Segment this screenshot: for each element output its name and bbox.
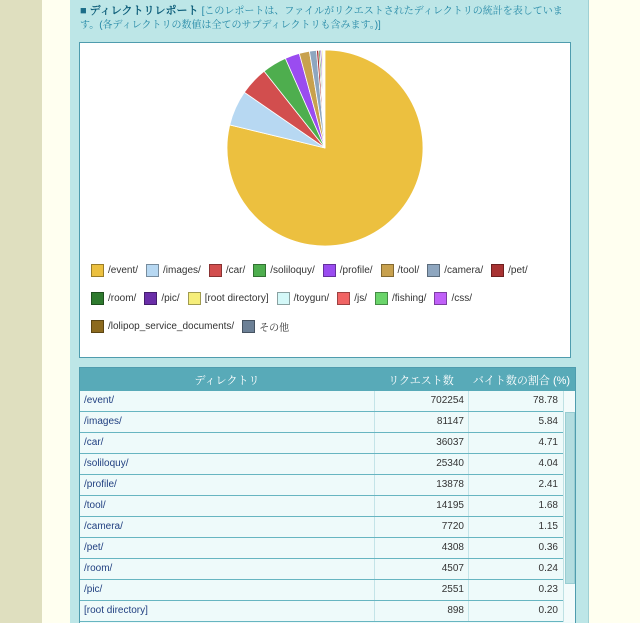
byte-share-cell: 0.23	[468, 580, 563, 600]
table-header	[80, 368, 575, 391]
table-row	[80, 475, 563, 496]
byte-share-cell: 1.15	[468, 517, 563, 537]
request-count-cell: 14195	[374, 496, 468, 516]
directory-cell: [root directory]	[84, 605, 148, 616]
legend-label: /profile/	[339, 264, 373, 276]
legend-item-camera	[427, 264, 483, 277]
legend-row	[91, 312, 561, 340]
directory-cell: /pic/	[84, 584, 103, 595]
request-count-cell: 2551	[374, 580, 468, 600]
legend-swatch	[323, 264, 336, 277]
table-row	[80, 454, 563, 475]
legend-item-images	[146, 264, 201, 277]
legend-item-tool	[381, 264, 420, 277]
legend-swatch	[242, 320, 255, 333]
request-count-cell: 702254	[374, 391, 468, 411]
table-scrollbar[interactable]	[563, 391, 575, 622]
legend-item-js	[337, 292, 367, 305]
legend-label: /car/	[225, 264, 246, 276]
title-marker: ■	[80, 5, 87, 17]
legend-item-car	[209, 264, 245, 277]
request-count-cell: 4507	[374, 559, 468, 579]
request-count-cell: 4308	[374, 538, 468, 558]
table-row	[80, 601, 563, 622]
legend-item-fishing	[375, 292, 426, 305]
pie-chart	[80, 43, 570, 255]
header-cell-byte-share: バイト数の割合 (%)	[472, 374, 571, 387]
report-heading	[80, 4, 578, 38]
table-row	[80, 496, 563, 517]
request-count-cell: 898	[374, 601, 468, 621]
legend-item-event	[91, 264, 138, 277]
legend-item-pic	[144, 292, 179, 305]
legend-swatch	[381, 264, 394, 277]
legend-swatch	[277, 292, 290, 305]
legend-label: /camera/	[444, 264, 484, 276]
legend-label: /pet/	[508, 264, 528, 276]
legend-label: /images/	[163, 264, 201, 276]
request-count-cell: 7720	[374, 517, 468, 537]
legend-swatch	[91, 264, 104, 277]
legend-item-other	[242, 319, 289, 334]
legend-swatch	[144, 292, 157, 305]
request-count-cell: 13878	[374, 475, 468, 495]
legend-item-pet	[491, 264, 527, 277]
table-row	[80, 412, 563, 433]
byte-share-cell: 1.68	[468, 496, 563, 516]
legend-label: /tool/	[397, 264, 420, 276]
legend-swatch	[146, 264, 159, 277]
legend-row	[91, 284, 561, 312]
legend-item-profile	[323, 264, 373, 277]
directory-cell: /camera/	[84, 521, 123, 532]
scrollbar-thumb[interactable]	[565, 412, 575, 584]
pie-slices	[227, 50, 423, 246]
table-row	[80, 559, 563, 580]
directory-cell: /pet/	[84, 542, 104, 553]
legend-label: /soliloquy/	[270, 264, 315, 276]
directory-cell: /profile/	[84, 479, 117, 490]
legend-swatch	[427, 264, 440, 277]
byte-share-cell: 4.04	[468, 454, 563, 474]
legend-label: /toygun/	[293, 292, 330, 304]
table-row	[80, 391, 563, 412]
legend-item-soliloquy	[253, 264, 314, 277]
right-gutter	[589, 0, 640, 623]
header-cell-directory: ディレクトリ	[194, 374, 260, 387]
table-row	[80, 538, 563, 559]
legend-swatch	[491, 264, 504, 277]
directory-cell: /soliloquy/	[84, 458, 129, 469]
byte-share-cell: 78.78	[468, 391, 563, 411]
legend-label: /fishing/	[391, 292, 427, 304]
table-row	[80, 433, 563, 454]
byte-share-cell: 4.71	[468, 433, 563, 453]
directory-cell: /images/	[84, 416, 122, 427]
directory-cell: /event/	[84, 395, 115, 406]
legend-swatch	[188, 292, 201, 305]
legend-swatch	[337, 292, 350, 305]
byte-share-cell: 5.84	[468, 412, 563, 432]
legend-row	[91, 256, 561, 284]
request-count-cell: 36037	[374, 433, 468, 453]
legend-label: /lolipop_service_documents/	[108, 320, 235, 332]
left-sidebar	[0, 0, 42, 623]
legend-swatch	[253, 264, 266, 277]
legend-item-root-directory	[188, 292, 269, 305]
legend-item-css	[434, 292, 472, 305]
chart-box	[79, 42, 571, 358]
legend-label: /js/	[354, 292, 367, 304]
byte-share-cell: 2.41	[468, 475, 563, 495]
legend-swatch	[91, 292, 104, 305]
legend-swatch	[375, 292, 388, 305]
directory-cell: /car/	[84, 437, 104, 448]
byte-share-cell: 0.20	[468, 601, 563, 621]
table-row	[80, 580, 563, 601]
legend-label: その他	[259, 322, 290, 334]
request-count-cell: 81147	[374, 412, 468, 432]
legend-swatch	[209, 264, 222, 277]
directory-cell: /room/	[84, 563, 113, 574]
report-title: ディレクトリレポート	[89, 5, 199, 17]
legend-label: /event/	[108, 264, 139, 276]
left-gutter	[42, 0, 70, 623]
directory-table	[79, 367, 576, 623]
legend-label: /css/	[451, 292, 473, 304]
legend-item-room	[91, 292, 136, 305]
legend-item-toygun	[277, 292, 330, 305]
legend	[91, 256, 561, 340]
byte-share-cell: 0.36	[468, 538, 563, 558]
legend-label: [root directory]	[204, 292, 269, 304]
legend-swatch	[91, 320, 104, 333]
legend-swatch	[434, 292, 447, 305]
byte-share-cell: 0.24	[468, 559, 563, 579]
directory-cell: /tool/	[84, 500, 106, 511]
legend-item-lolipop-service-documents	[91, 320, 234, 333]
legend-label: /room/	[108, 292, 137, 304]
table-row	[80, 517, 563, 538]
header-cell-request-count: リクエスト数	[388, 374, 454, 387]
request-count-cell: 25340	[374, 454, 468, 474]
legend-label: /pic/	[161, 292, 180, 304]
table-body[interactable]	[80, 391, 575, 622]
report-description: [このレポートは、ファイルがリクエストされたディレクトリの統計を表しています。(各ディレクトリの数値は全てのサブディレクトリも含みます。)]	[80, 6, 563, 31]
